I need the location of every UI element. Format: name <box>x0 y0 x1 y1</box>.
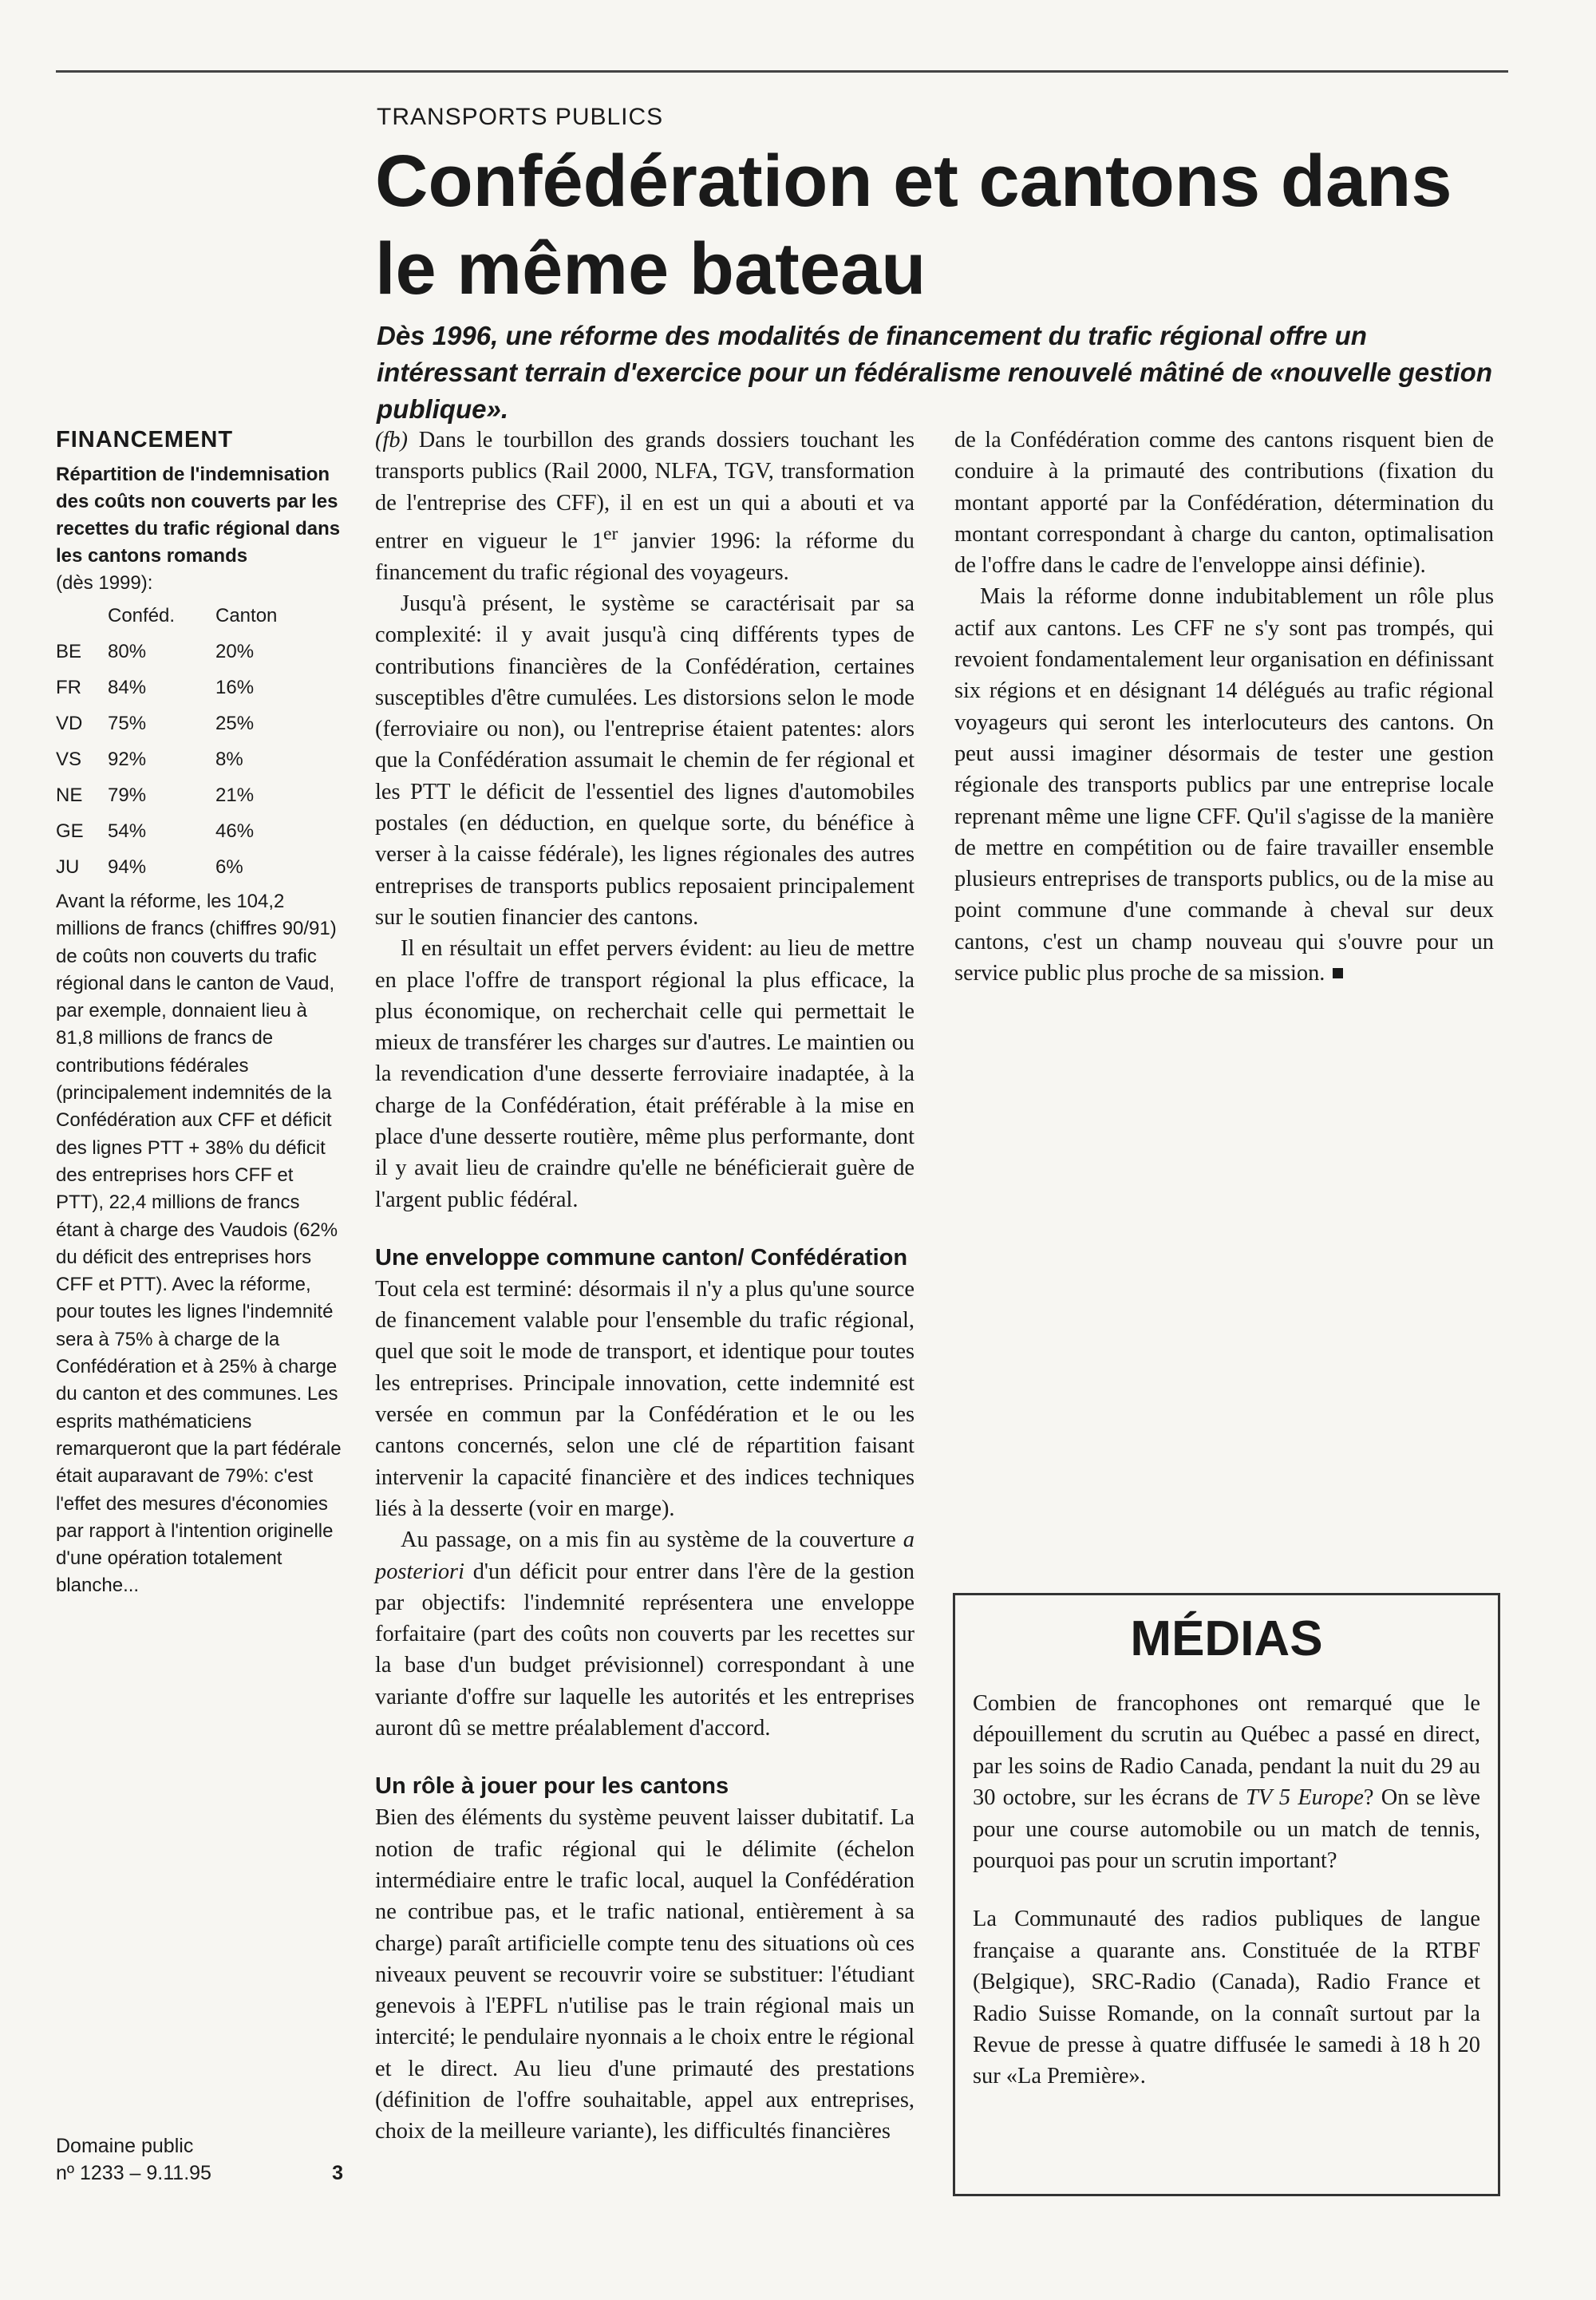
table-header: Conféd. <box>108 605 176 626</box>
sidebar-subheading: Répartition de l'indemnisation des coûts non couverts par les recettes du trafic régional dans les cantons romands <box>56 464 341 567</box>
sidebar-since: (dès 1999): <box>56 572 153 594</box>
paragraph-text: Combien de francophones ont remarqué que le dépouillement du scrutin au Québec a passé en direct, par les soins de Radio Canada, pendant la nuit du 29 au 30 octobre, sur les écrans de <box>973 1691 1480 1811</box>
article-paragraph: Tout cela est terminé: désormais il n'y a plus qu'une source de financement valable pour l'ensemble du trafic régional, quel que soit le mode de transport, et identique pour toutes les entreprises. Principale innovation, cette indemnité est versée en commun par la Confédération et le ou les cantons concernés, selon une clé de répartition faisant intervenir la capacité financière et des indices techniques liés à la desserte (voir en marge). <box>375 1276 915 1521</box>
canton-code: GE <box>56 820 84 842</box>
confed-share: 79% <box>108 784 147 806</box>
ordinal-suffix: er <box>602 523 618 544</box>
canton-share: 20% <box>215 641 255 662</box>
table-row <box>56 849 311 885</box>
paragraph-text: d'un déficit pour entrer dans l'ère de la gestion par objectifs: l'indemnité représentera une enveloppe forfaitaire (part des coûts non couverts par les recettes sur la base d'un budget prévisionnel) correspondant à une variante d'offre sur laquelle les autorités et les entreprises auront dû se mettre préalablement d'accord. <box>375 1559 915 1741</box>
medias-paragraph: La Communauté des radios publiques de langue française a quarante ans. Constituée de la RTBF (Belgique), SRC-Radio (Canada), Radio France et Radio Suisse Romande, on la connaît surtout par la Revue de presse à quatre diffusée le samedi à 18 h 20 sur «La Première». <box>973 1907 1480 2089</box>
sidebar-heading: FINANCEMENT <box>56 427 234 452</box>
article-paragraph <box>375 1524 915 1744</box>
table-header <box>56 602 108 634</box>
section-kicker: TRANSPORTS PUBLICS <box>377 104 664 130</box>
confed-share: 92% <box>108 749 147 770</box>
canton-share: 25% <box>215 713 255 734</box>
end-mark-icon <box>1333 968 1343 978</box>
confed-share: 84% <box>108 677 147 698</box>
page-footer <box>56 2132 343 2187</box>
table-row <box>56 634 311 670</box>
canton-share: 8% <box>215 749 243 770</box>
canton-share: 46% <box>215 820 255 842</box>
top-rule <box>56 70 1508 73</box>
article-paragraph: Bien des éléments du système peuvent laisser dubitatif. La notion de trafic régional qui le délimite (échelon intermédiaire entre le trafic local, auquel la Confédération ne contribue pas, et le trafic national, entièrement à sa charge) paraît artificielle compte tenu des situations où ces niveaux peuvent se recouvrir voire se substituer: l'étudiant genevois à l'EPFL n'utilise pas le train régional mais un intercité; le pendulaire nyonnais a le choix entre le régional et le direct. Au lieu d'une primauté des prestations (définition de l'offre souhaitable, appel aux entreprises, choix de la meilleure variante), les difficultés financières <box>375 1805 915 2144</box>
medias-paragraph <box>973 1688 1480 1876</box>
confed-share: 80% <box>108 641 147 662</box>
article-paragraph: Il en résultait un effet pervers évident: au lieu de mettre en place l'offre de transport régional la plus efficace, la plus économique, on recherchait celle qui permettait le mieux de transférer les charges sur d'autres. Le maintien ou la revendication d'une desserte ferroviaire inadaptée, à la charge de la Confédération, était préférable à la mise en place d'une desserte routière, même plus performante, dont il y avait lieu de craindre qu'elle ne bénéficierait guère de l'argent public fédéral. <box>375 936 915 1212</box>
canton-code: VD <box>56 713 83 734</box>
paragraph-text: Au passage, on a mis fin au système de la couverture <box>401 1527 903 1553</box>
article-subheading: Une enveloppe commune canton/ Confédération <box>375 1244 908 1271</box>
emphasis-text: a posteriori <box>375 1527 915 1584</box>
confed-share: 75% <box>108 713 147 734</box>
canton-code: VS <box>56 749 82 770</box>
canton-code: NE <box>56 784 83 806</box>
page-number: 3 <box>332 2162 343 2184</box>
sidebar-body: Avant la réforme, les 104,2 millions de francs (chiffres 90/91) de coûts non couverts du trafic régional dans le canton de Vaud, par exemple, donnaient lieu à 81,8 millions de francs de contributions fédérales (principalement indemnités de la Confédération aux CFF et déficit des lignes PTT + 38% du déficit des entreprises hors CFF et PTT), 22,4 millions de francs étant à charge des Vaudois (62% du déficit des entreprises hors CFF et PTT). Avec la réforme, pour toutes les lignes l'indemnité sera à 75% à charge de la Confédération et à 25% à charge du canton et des communes. Les esprits mathématiciens remarqueront que la part fédérale était auparavant de 79%: c'est l'effet des mesures d'économies par rapport à l'intention originelle d'une opération totalement blanche... <box>56 891 342 1597</box>
emphasis-text: TV 5 Europe <box>1245 1785 1364 1811</box>
table-row <box>56 670 311 705</box>
canton-code: JU <box>56 856 80 878</box>
article-paragraph <box>375 425 915 588</box>
table-row <box>56 705 311 741</box>
canton-code: FR <box>56 677 81 698</box>
table-row <box>56 777 311 813</box>
medias-box <box>953 1593 1500 2196</box>
article-paragraph-continued: de la Confédération comme des cantons risquent bien de conduire à la primauté des contributions (fixation du montant apporté par la Confédération, détermination du montant correspondant à charge du canton, optimalisation de l'offre dans le cadre de l'enveloppe ainsi définie). <box>954 428 1494 579</box>
author-initials: (fb) <box>375 428 408 452</box>
article-paragraph <box>954 581 1494 989</box>
publication-name: Domaine public <box>56 2135 194 2157</box>
paragraph-text: ? On se lève pour une course automobile ou un match de tennis, pourquoi pas pour un scrutin important? <box>973 1785 1480 1874</box>
canton-code: BE <box>56 641 82 662</box>
table-row <box>56 741 311 777</box>
canton-share: 16% <box>215 677 255 698</box>
share-table <box>56 602 311 885</box>
canton-share: 21% <box>215 784 255 806</box>
table-header: Canton <box>215 605 278 626</box>
article-title: Confédération et cantons dans le même bateau <box>375 140 1452 310</box>
confed-share: 54% <box>108 820 147 842</box>
table-header-row <box>56 602 311 634</box>
article-lead: Dès 1996, une réforme des modalités de financement du trafic régional offre un intéressant terrain d'exercice pour un fédéralisme renouvelé mâtiné de «nouvelle gestion publique». <box>377 321 1492 424</box>
canton-share: 6% <box>215 856 243 878</box>
issue-info: nº 1233 – 9.11.95 <box>56 2162 211 2184</box>
paragraph-text: Mais la réforme donne indubitablement un rôle plus actif aux cantons. Les CFF ne s'y sont pas trompés, qui revoient fondamentalement leur organisation en définissant six régions et en désignant 14 délégués au trafic régional voyageurs qui seront les interlocuteurs des cantons. On peut aussi imaginer désormais de tester une gestion régionale des transports publics par une entreprise locale reprenant même une ligne CFF. Qu'il s'agisse de la manière de mettre en compétition ou de faire travailler ensemble plusieurs entreprises de transports publics, ou de la mise au point commune d'une commande à cheval sur deux cantons, c'est un champ nouveau qui s'ouvre pour un service public plus proche de sa mission. <box>954 584 1494 986</box>
sidebar-financement <box>56 427 343 1600</box>
medias-title: MÉDIAS <box>1130 1611 1323 1666</box>
paragraph-text: janvier 1996: la réforme du financement du trafic régional des voyageurs. <box>375 528 915 585</box>
paragraph-text: Dans le tourbillon des grands dossiers touchant les transports publics (Rail 2000, NLFA, TGV, transformation de l'entreprise des CFF), il en est un qui a abouti et va entrer en vigueur le 1 <box>375 428 915 554</box>
confed-share: 94% <box>108 856 147 878</box>
article-column-2 <box>954 425 1494 989</box>
article-column-1 <box>375 425 915 2148</box>
article-paragraph: Jusqu'à présent, le système se caractérisait par sa complexité: il y avait jusqu'à cinq différents types de contributions financières de la Confédération, certaines susceptibles d'être cumulées. Les distorsions selon le mode (ferroviaire ou non), ou l'entreprise étaient patentes: alors que la Confédération assumait le chemin de fer régional et les PTT le déficit de l'essentiel des lignes d'automobiles postales (en déduction, en quelque sorte, du bénéfice à verser à la caisse fédérale), les lignes régionales des autres entreprises de transports publics reposaient principalement sur le soutien financier des cantons. <box>375 591 915 930</box>
article-subheading: Un rôle à jouer pour les cantons <box>375 1773 729 1800</box>
table-row <box>56 813 311 849</box>
